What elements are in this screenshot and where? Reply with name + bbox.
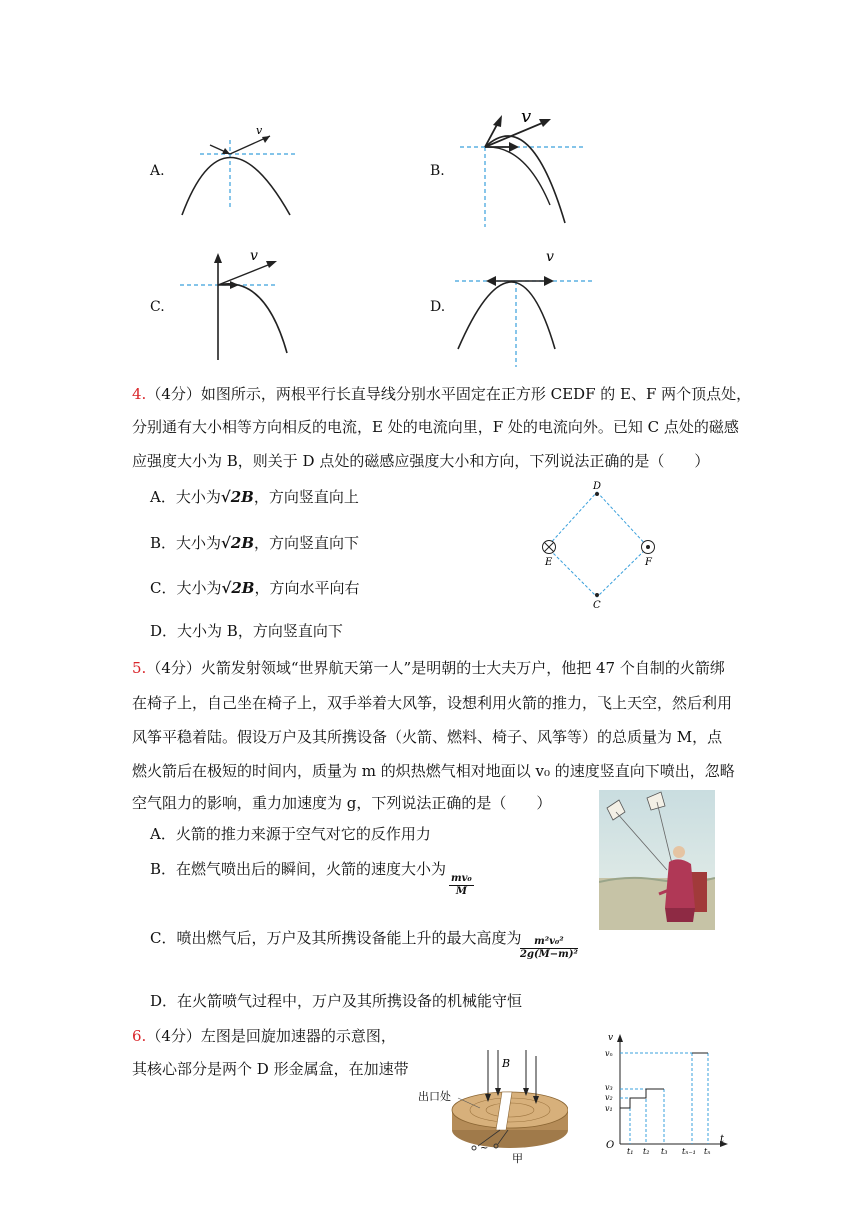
q6-graph-v1-label: v₁	[605, 1104, 613, 1113]
q5-option-c-fraction	[520, 936, 578, 961]
q6-graph-origin-label: O	[606, 1140, 615, 1151]
q4-fig-e-label: E	[545, 557, 553, 568]
q3-option-d-figure	[450, 245, 600, 370]
q4-fig-f-label: F	[645, 557, 652, 568]
q4-fig-d-label: D	[593, 481, 602, 492]
q4-stem-line-3: 应强度大小为 B，则关于 D 点处的磁感应强度大小和方向，下列说法正确的是（ ）	[132, 452, 710, 470]
q3-option-c-label: C.	[150, 299, 165, 315]
q4-option-b-suffix: ，方向竖直向下	[254, 534, 360, 552]
q5-option-b-text: B．在燃气喷出后的瞬间，火箭的速度大小为	[150, 860, 447, 878]
q6-number: 6.	[132, 1027, 147, 1045]
q3-a-v-label: v	[256, 124, 263, 137]
q4-stem-line-1	[132, 383, 751, 404]
q5-option-b[interactable]	[150, 858, 446, 879]
q5-stem-line-1	[132, 657, 725, 678]
q3-option-d-label: D.	[430, 299, 446, 315]
q6-b-field-label: B	[502, 1057, 511, 1070]
q6-graph-t2-label: t₂	[643, 1147, 650, 1156]
q4-option-c[interactable]	[150, 577, 359, 598]
q6-graph-t-label: t	[720, 1134, 725, 1145]
q4-option-b-math: √2B	[221, 534, 255, 552]
q6-graph-v3-label: v₃	[605, 1083, 613, 1092]
q6-stem-line-2: 其核心部分是两个 D 形金属盒，在加速带	[132, 1060, 409, 1078]
q4-number: 4.	[132, 385, 147, 403]
q4-option-d[interactable]: D．大小为 B，方向竖直向下	[150, 622, 343, 640]
q4-option-c-math: √2B	[221, 579, 255, 597]
q5-stem-line-4: 燃火箭后在极短的时间内，质量为 m 的炽热燃气相对地面以 v₀ 的速度竖直向下喷出，忽略	[132, 762, 735, 780]
q3-option-c-figure	[175, 245, 305, 365]
q5-wanhu-illustration	[599, 790, 715, 930]
q3-option-b-label: B.	[430, 163, 445, 179]
q6-cyclotron-figure	[418, 1048, 568, 1168]
q6-vt-graph	[600, 1028, 732, 1156]
q4-option-c-suffix: ，方向水平向右	[254, 579, 360, 597]
q5-option-c-denominator: 2g(M−m)²	[520, 949, 578, 960]
q3-option-b-figure	[455, 105, 590, 230]
q5-option-a[interactable]: A．火箭的推力来源于空气对它的反作用力	[150, 825, 431, 843]
q5-stem-line-2: 在椅子上，自己坐在椅子上，双手举着大风筝，设想利用火箭的推力，飞上天空，然后利用	[132, 694, 733, 712]
q6-graph-t3-label: t₃	[661, 1147, 668, 1156]
q4-fig-c-label: C	[593, 600, 601, 611]
q5-option-c-numerator: m²v₀²	[520, 936, 578, 949]
q5-option-b-numerator: mv₀	[451, 873, 472, 884]
q4-stem-text-1: 如图所示，两根平行长直导线分别水平固定在正方形 CEDF 的 E、F 两个顶点处，	[200, 385, 752, 403]
q6-outlet-label: 出口处	[418, 1090, 451, 1103]
q3-d-v-label: v	[546, 249, 554, 265]
q5-stem-line-3: 风筝平稳着陆。假设万户及其所携设备（火箭、燃料、椅子、风筝等）的总质量为 M，点	[132, 728, 723, 746]
q6-graph-t1-label: t₁	[627, 1147, 634, 1156]
q4-stem-line-2: 分别通有大小相等方向相反的电流，E 处的电流向里，F 处的电流向外。已知 C 点处的磁感	[132, 418, 739, 436]
q5-option-d[interactable]: D．在火箭喷气过程中，万户及其所携设备的机械能守恒	[150, 992, 523, 1010]
q4-option-a-suffix: ，方向竖直向上	[253, 488, 359, 506]
q4-option-c-prefix: C．大小为	[150, 579, 222, 597]
q4-square-figure	[535, 480, 665, 615]
q5-number: 5.	[132, 659, 147, 677]
q3-option-a-label: A.	[150, 163, 165, 179]
q5-option-b-denominator: M	[455, 886, 467, 897]
q3-b-v-label: v	[521, 106, 532, 127]
q4-score: （4分）	[146, 385, 201, 403]
q6-stem-line-1	[132, 1025, 396, 1046]
q6-graph-tn1-label: tₙ₋₁	[682, 1147, 696, 1156]
q4-option-a[interactable]	[150, 486, 359, 507]
q4-option-b-prefix: B．大小为	[150, 534, 222, 552]
q5-stem-line-5: 空气阻力的影响，重力加速度为 g，下列说法正确的是（ ）	[132, 794, 552, 812]
q4-option-b[interactable]	[150, 532, 359, 553]
q6-graph-v-label: v	[608, 1033, 614, 1043]
q6-score: （4分）	[146, 1027, 201, 1045]
q6-ac-source-label: ~	[480, 1143, 489, 1154]
q3-option-a-figure	[170, 120, 300, 220]
q6-graph-vn-label: vₙ	[605, 1049, 613, 1058]
q5-stem-text-1: 火箭发射领域“世界航天第一人”是明朝的士大夫万户，他把 47 个自制的火箭绑	[200, 659, 725, 677]
q6-fig-jia-label: 甲	[512, 1152, 523, 1165]
q6-stem-text-1: 左图是回旋加速器的示意图，	[200, 1027, 396, 1045]
q5-option-c[interactable]	[150, 927, 521, 948]
q6-graph-v2-label: v₂	[605, 1093, 613, 1102]
q5-option-c-text: C．喷出燃气后，万户及其所携设备能上升的最大高度为	[150, 929, 522, 947]
q5-option-b-fraction	[449, 873, 474, 898]
q4-option-a-prefix: A．大小为	[150, 488, 221, 506]
q4-option-a-math: √2B	[220, 488, 254, 506]
q3-c-v-label: v	[250, 248, 258, 264]
q6-graph-tn-label: tₙ	[704, 1147, 711, 1156]
q5-score: （4分）	[146, 659, 201, 677]
